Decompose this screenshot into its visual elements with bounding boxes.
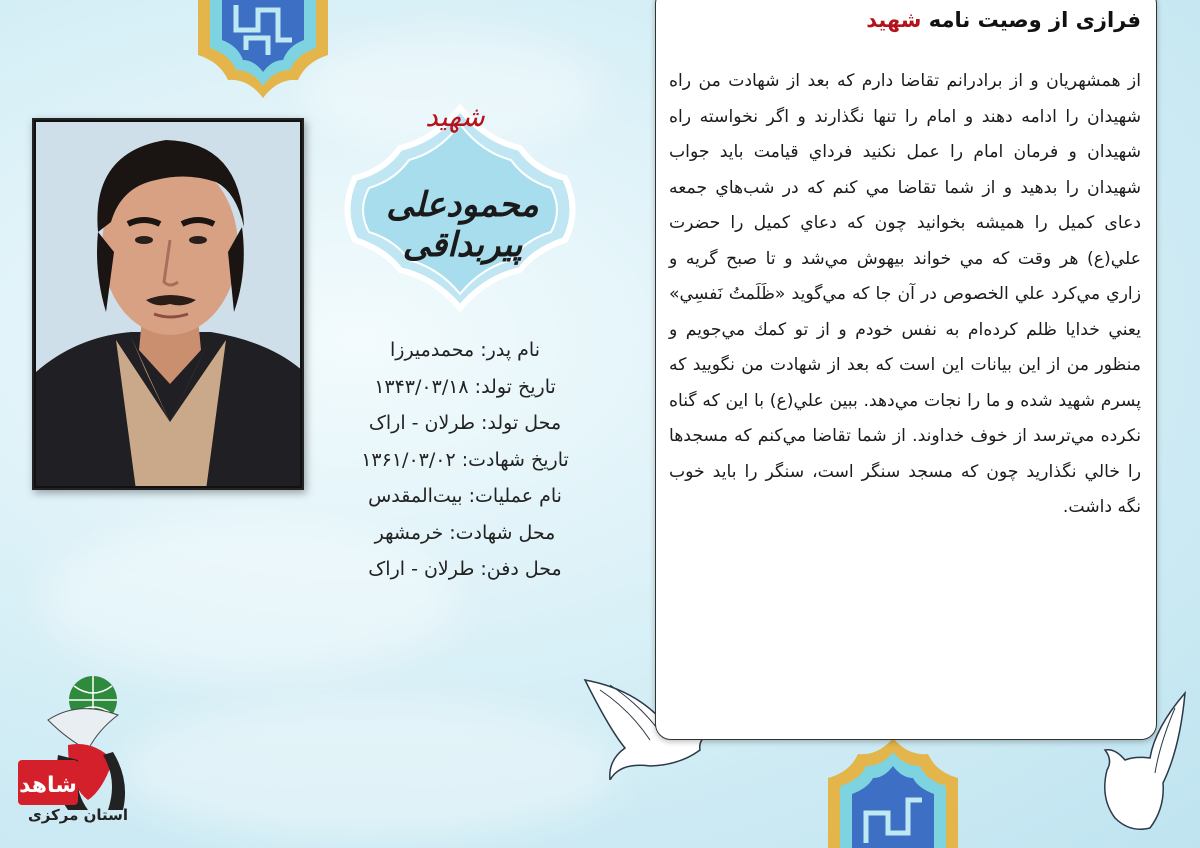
logo-emblem-text: شاهد (19, 773, 77, 798)
info-birth-date: تاریخ تولد: ۱۳۴۳/۰۳/۱۸ (374, 375, 556, 398)
logo-subtitle: استان مرکزی (27, 806, 129, 824)
info-father: نام پدر: محمدمیرزا (389, 339, 540, 361)
will-title-prefix: فرازی از وصیت نامه (928, 8, 1141, 32)
info-operation: نام عملیات: بیت‌المقدس (368, 485, 562, 507)
will-body: از همشهریان و از برادرانم تقاضا دارم که بعد از شهادت من راه شهيدان را ادامه دهند و امام را تنها نگذارند و اگر نخواسته راه شهيدان و فرمان امام را عمل نكنيد فرداي قيامت بايد جواب شهيدان را بدهيد و از شما تقاضا مي كنم كه در شب‌هاي جمعه دعای کمیل را همیشه بخوانيد چون كه دعاي كميل را حضرت علي(ع) هر وقت كه مي خواند بيهوش مي‌شد و تا صبح گريه و زاري مي‌كرد علي الخصوص در آن جا كه مي‌گويد «ظَلَمتُ نَفسِي» يعني خدايا ظلم كرده‌ام به نفس خودم و از تو كمك مي‌جويم و منظور من از اين بيانات اين است كه بعد از شهادت من نگوييد كه پسرم شهيد شده و ما را نجات مي‌دهد. ببين علي(ع) با اين كه گناه نكرده مي‌ترسد از خوف خداوند. از شما تقاضا مي‌كنم كه مسجدها را خالي نگذاريد چون كه مسجد سنگر است، سنگر را بايد خوب نگه داشت. (669, 71, 1141, 517)
info-martyrdom-date: تاریخ شهادت: ۱۳۶۱/۰۳/۰۲ (361, 448, 569, 471)
will-title (673, 8, 1141, 32)
martyr-name: محمودعلی پیربداقی (386, 185, 539, 265)
martyr-photo-frame (32, 118, 304, 490)
background-cloud (120, 700, 620, 840)
portrait-illustration (36, 122, 300, 486)
martyr-photo (36, 122, 300, 486)
ornament-tile-top (188, 0, 338, 100)
info-burial-place: محل دفن: طرلان - اراک (368, 558, 562, 580)
will-title-highlight: شهید (866, 8, 922, 32)
martyr-info-list (330, 332, 600, 588)
ornament-tile-bottom (818, 738, 968, 848)
badge-shahid-title: شهید (425, 100, 485, 133)
info-martyrdom-place: محل شهادت: خرمشهر (374, 521, 556, 544)
info-birth-place: محل تولد: طرلان - اراک (368, 412, 562, 434)
